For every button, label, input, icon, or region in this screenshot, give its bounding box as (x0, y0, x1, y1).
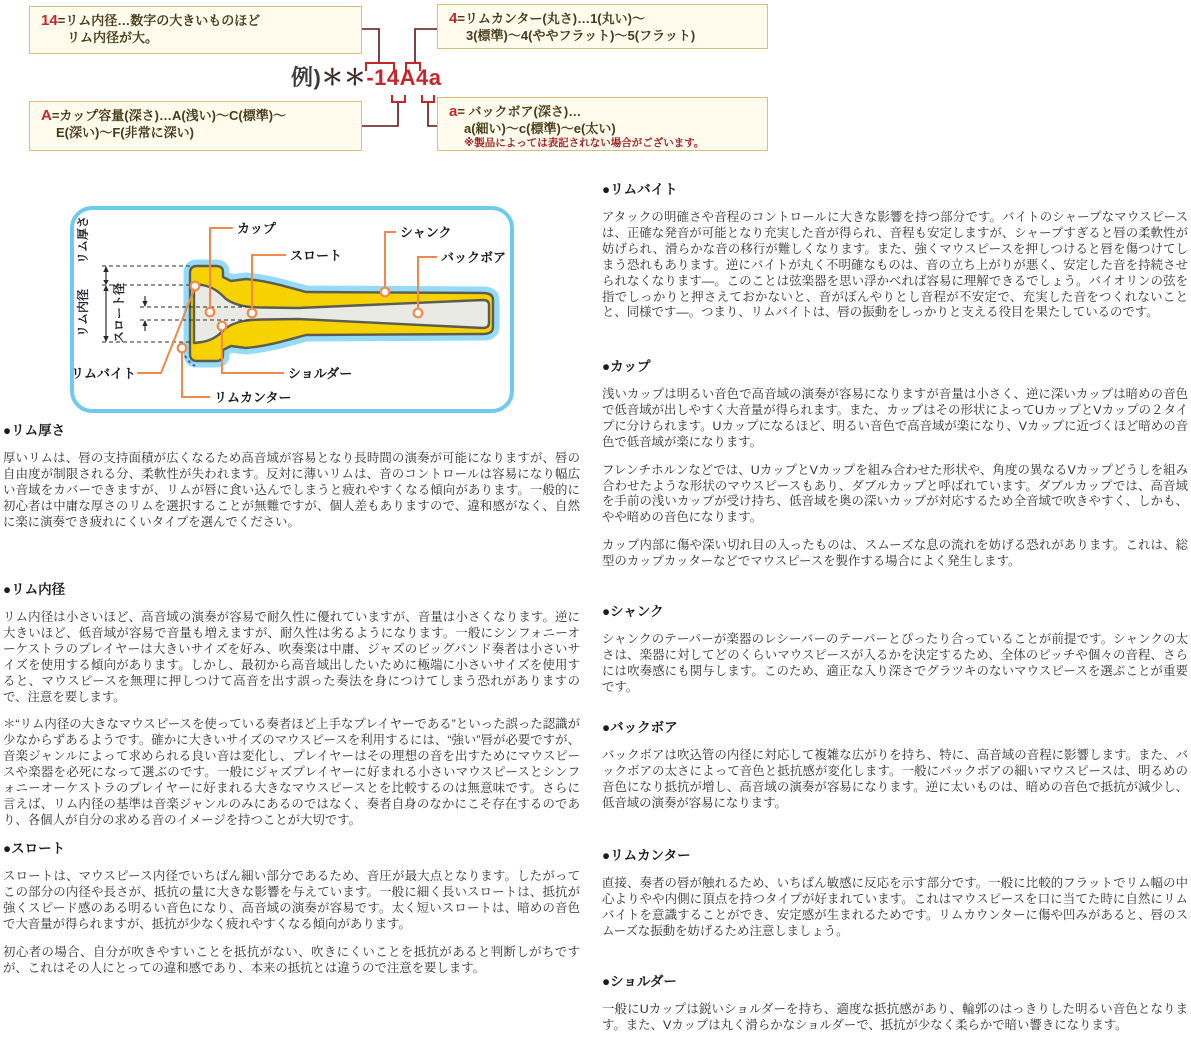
section-paragraph: シャンクのテーパーが楽器のレシーバーのテーパーとぴったり合っていることが前提です。シャンクの太さは、楽器に対してどのくらいマウスピースが入るかを決定するため、全体のピッチや個々の音程、さらには吹奏感にも関与します。このため、適正な入り深さでグラツキのないマウスピースを選ぶことが重要です。 (602, 632, 1188, 694)
section-paragraph: スロートは、マウスピース内径でいちばん細い部分であるため、音圧が最大点となります。したがってこの部分の内径や長さが、抵抗の量に大きな影響を与えています。一般に細く長いスロートは、抵抗が強くスピード感のある明るい音色になり、高音域の演奏が容易です。太く短いスロートは、暗めの音色で大音量が得られますが、抵抗が少なく疲れやすくなる傾向があります。 (3, 869, 580, 931)
section-title: ●バックボア (602, 720, 678, 735)
mouthpiece-diagram (66, 200, 536, 422)
section-paragraph: 直接、奏者の唇が触れるため、いちばん敏感に反応を示す部分です。一般に比較的フラットでリム幅の中心よりやや内側に頂点を持つタイプが好まれています。これはマウスピースを口に当てた時に自然にリムバイトを意識することができ、安定感が生まれるためです。リムカウンターに傷や凹みがあると、唇のスムーズな振動を妨げるため注意しましょう。 (602, 876, 1188, 938)
section-throat (3, 841, 580, 988)
legend-line: A=カップ容量(深さ)…A(浅い)～C(標準)～ (41, 107, 287, 124)
legend-note: ※製品によっては表記されない場合がございます。 (464, 137, 705, 149)
label-throat-diameter: スロート径 (112, 282, 126, 344)
section-paragraph: フレンチホルンなどでは、UカップとVカップを組み合わせた形状や、角度の異なるVカップどうしを組み合わせたような形状のマウスピースもあり、ダブルカップと呼ばれています。ダブルカップでは、高音域を手前の浅いカップが受け持ち、低音域を奥の深いカップが対応するため全音域で吹きやすく、しかも、やや暗めの音色になります。 (602, 462, 1188, 525)
legend-key: 4 (449, 10, 458, 27)
section-paragraph: カップ内部に傷や深い切れ目の入ったものは、スムーズな息の流れを妨げる恐れがあります。これは、総型のカップカッターなどでマウスピースを製作する場合によく発生します。 (602, 538, 1188, 569)
label-rim-thickness: リム厚さ (76, 215, 90, 265)
section-title: ●リム内径 (3, 582, 66, 597)
label-shank: シャンク (400, 225, 452, 240)
section-cup (602, 359, 1188, 582)
model-code-stars: ＊＊ (321, 65, 367, 90)
legend-key: a (449, 103, 458, 120)
section-title: ●リム厚さ (3, 423, 66, 438)
section-rim-contour (602, 848, 1188, 952)
legend-line: 3(標準)～4(ややフラット)～5(フラット) (466, 27, 696, 43)
section-shank (602, 604, 1188, 708)
section-paragraph: 厚いリムは、唇の支持面積が広くなるため高音域が容易となり長時間の演奏が可能になりますが、唇の自由度が制限される分、柔軟性が失われます。反対に薄いリムは、音のコントロールは容易になり幅広い音域をカバーできますが、リムが唇に食い込んでしまうと疲れやすくなる傾向があります。一般的に初心者は中庸な厚さのリムを選択することが無難ですが、個人差もありますので、違和感がなく、自然に楽に演奏でき疲れにくいタイプを選んでください。 (3, 451, 580, 529)
legend-key: 14 (41, 12, 58, 29)
legend-box-backbore (437, 97, 768, 151)
legend-box-rim-diameter (29, 6, 362, 54)
section-shoulder (602, 974, 1188, 1046)
legend-key: A (41, 107, 52, 124)
legend-line: リム内径が大。 (67, 29, 159, 45)
label-throat: スロート (290, 248, 343, 263)
section-paragraph: 浅いカップは明るい音色で高音域の演奏が容易になりますが音量は小さく、逆に深いカップは暗めの音色で低音域が出しやすく大音量が得られます。また、カップはその形状によってUカップとVカップの２タイプに分けられます。Uカップになるほど、明るい音色で高音域が楽になり、Vカップに近づくほど暗めの音色で低音域が楽になります。 (602, 387, 1188, 449)
section-title: ●リムカンター (602, 848, 691, 863)
legend-line: 4=リムカンター(丸さ)…1(丸い)～ (449, 10, 645, 27)
legend-box-cup-volume (29, 101, 362, 151)
legend-box-rim-contour (437, 4, 768, 49)
section-paragraph: リム内径は小さいほど、高音域の演奏が容易で耐久性に優れていますが、音量は小さくなります。逆に大きいほど、低音域が容易で音量も増えますが、耐久性は劣るようになります。一般にシンフォニーオーケストラのプレイヤーは大きいサイズを好み、吹奏楽は中庸、ジャズのビッグバンド奏者は小さいサイズを使用する傾向があります。しかし、最初から高音域出したいために極端に小さいサイズを使用すると、マウスピースを無理に押しつけて高音を出す誤った奏法を身につけてしまう恐れがありますので、注意を要します。 (3, 610, 580, 704)
section-paragraph: ＊“リム内径の大きなマウスピースを使っている奏者ほど上手なプレイヤーである”といった誤った認識が少なからずあるようです。確かに大きいサイズのマウスピースを利用するには、“強い”唇が必要ですが、音楽ジャンルによって求められる良い音は変化し、プレイヤーはその理想の音を出すためにマウスピースや楽器を必死になって選ぶのです。一般にジャズプレイヤーに好まれる小さいマウスピースとシンフォニーオーケストラのプレイヤーに好まれる大きなマウスピースとを比較するのは無意味です。さらに言えば、リム内径の基準は音楽ジャンルのみにあるのではなく、奏者自身のなかにこそ存在するのであり、各個人が自分の求める音のイメージを持つことが大切です。 (3, 717, 580, 827)
section-title: ●スロート (3, 841, 66, 856)
label-cup: カップ (237, 221, 276, 236)
model-code-prefix: 例) (291, 65, 322, 90)
model-code-value: -14A4a (366, 65, 442, 90)
section-rim-bite (602, 182, 1188, 333)
section-rim-thickness (3, 423, 580, 543)
legend-line: E(深い)～F(非常に深い) (56, 124, 194, 140)
label-rim-bite: リムバイト (70, 366, 136, 381)
legend-line: a(細い)～c(標準)～e(太い) (464, 120, 616, 136)
section-paragraph: 一般にUカップは鋭いショルダーを持ち、適度な抵抗感があり、輪郭のはっきりした明るい音色となります。また、Vカップは丸く滑らかなショルダーで、抵抗が少なく柔らかで暗い響きになります。 (602, 1002, 1188, 1032)
label-shoulder: ショルダー (288, 366, 353, 381)
label-backbore: バックボア (441, 250, 507, 265)
section-rim-inner-diameter (3, 582, 580, 841)
model-code-example (291, 61, 442, 92)
legend-line: 14=リム内径…数字の大きいものほど (41, 12, 261, 29)
section-backbore (602, 720, 1188, 824)
section-title: ●カップ (602, 359, 651, 374)
section-paragraph: 初心者の場合、自分が吹きやすいことを抵抗がない、吹きにくいことを抵抗があると判断しがちですが、これはその人にとっての違和感であり、本来の抵抗とは違うので注意を要します。 (3, 944, 580, 975)
section-title: ●シャンク (602, 604, 664, 619)
label-rim-contour: リムカンター (214, 390, 292, 405)
legend-line: a= バックボア(深さ)… (449, 103, 582, 120)
section-title: ●リムバイト (602, 182, 678, 197)
section-paragraph: バックボアは吹込管の内径に対応して複雑な広がりを持ち、特に、高音域の音程に影響します。また、バックボアの太さによって音色と抵抗感が変化します。一般にバックボアの細いマウスピースは、明るめの音色になり抵抗が増し、高音域の演奏が容易になります。逆に太いものは、暗めの音色で抵抗が減少し、低音域の演奏が容易になります。 (602, 748, 1188, 810)
section-title: ●ショルダー (602, 974, 677, 989)
section-paragraph: アタックの明確さや音程のコントロールに大きな影響を持つ部分です。バイトのシャープなマウスピースは、正確な発音が可能となり充実した音が得られ、音程も安定しますが、シャープすぎると唇の柔軟性が妨げられ、滑らかな音の移行が難しくなります。また、強くマウスピースを押しつけると唇を傷つけてしまう恐れもあります。逆にバイトが丸く不明確なものは、音の立ち上がりが悪く、安定した音を持続させられなくなります―。このことは弦楽器を思い浮かべれば容易に理解できるでしょう。バイオリンの弦を指でしっかりと押さえておかないと、音がぼんやりとし音程が不安定で、充実した音をつくれないことと、同様です―。つまり、リムバイトは、唇の振動をしっかりと支える役目を果たしているのです。 (602, 210, 1188, 320)
label-rim-inner-diameter: リム内径 (76, 288, 90, 338)
